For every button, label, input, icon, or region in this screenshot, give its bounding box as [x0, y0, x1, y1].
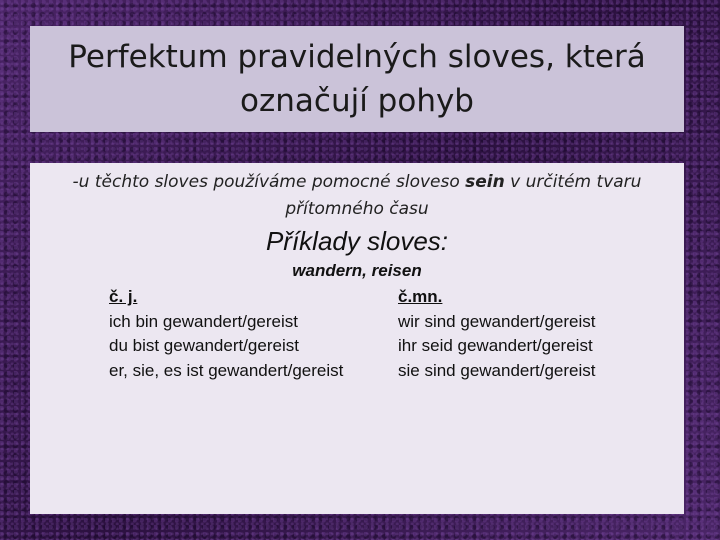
intro-before: -u těchto sloves používáme pomocné sloveso	[72, 172, 466, 192]
intro-after: v určitém tvaru přítomného času	[285, 172, 642, 219]
singular-row: er, sie, es ist gewandert/gereist	[109, 360, 344, 380]
singular-heading: č. j.	[109, 287, 138, 306]
slide-title: Perfektum pravidelných sloves, která označují pohyb	[68, 39, 646, 119]
plural-row: sie sind gewandert/gereist	[398, 360, 596, 380]
plural-row: ihr seid gewandert/gereist	[398, 336, 593, 355]
plural-heading: č.mn.	[398, 287, 443, 306]
content-panel	[30, 163, 684, 514]
singular-column	[109, 285, 343, 383]
plural-row: wir sind gewandert/gereist	[398, 311, 596, 331]
plural-column	[398, 285, 596, 383]
intro-text	[30, 169, 684, 223]
singular-row: du bist gewandert/gereist	[109, 336, 299, 355]
intro-keyword: sein	[465, 172, 505, 192]
title-panel	[30, 26, 684, 132]
example-verbs: wandern, reisen	[292, 261, 422, 280]
singular-row: ich bin gewandert/gereist	[109, 311, 299, 331]
examples-heading: Příklady sloves:	[265, 226, 449, 256]
